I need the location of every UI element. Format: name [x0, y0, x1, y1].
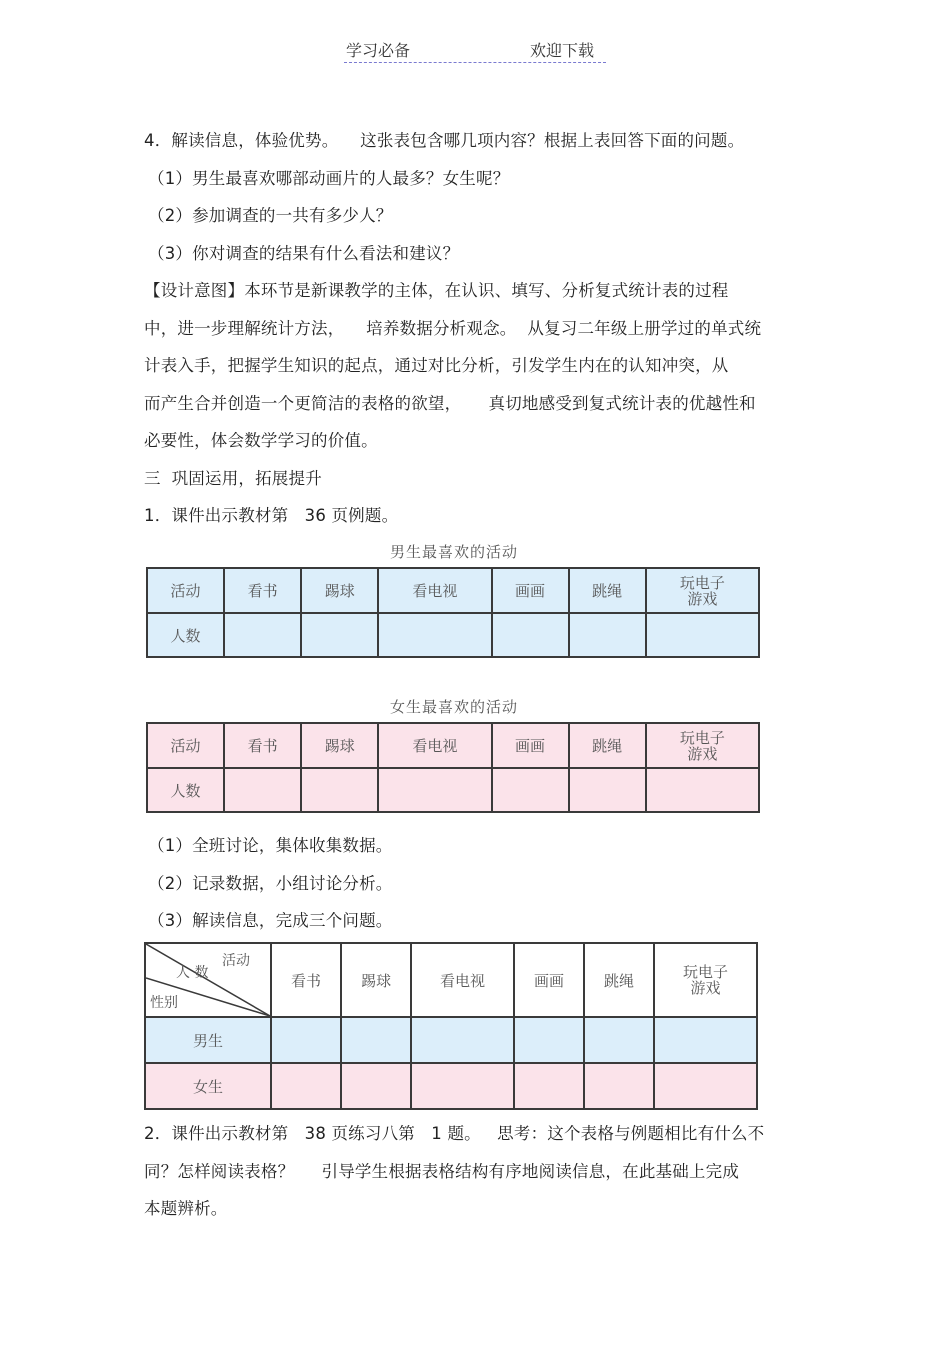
- table-header-cell: 跳绳: [569, 568, 646, 613]
- girls-activity-table: [146, 722, 760, 813]
- table-cell: [514, 1063, 584, 1109]
- table-cell: [378, 768, 491, 812]
- table-cell: [646, 613, 759, 657]
- paragraph-line: 4．解读信息，体验优势。 这张表包含哪几项内容？根据上表回答下面的问题。: [144, 131, 745, 150]
- table-cell: [584, 1017, 654, 1063]
- question-line: （3）你对调查的结果有什么看法和建议？: [148, 243, 460, 263]
- paragraph-line: 同？怎样阅读表格？ 引导学生根据表格结构有序地阅读信息，在此基础上完成: [144, 1161, 740, 1181]
- table-header-cell: 踢球: [341, 943, 411, 1017]
- table-header-cell: 看书: [224, 723, 301, 768]
- section-heading: 三 巩固运用，拓展提升: [144, 468, 322, 488]
- cell-line: 游戏: [687, 744, 718, 763]
- table-cell: [224, 768, 301, 812]
- paragraph-line: 必要性，体会数学学习的价值。: [144, 431, 378, 450]
- table-cell: [341, 1017, 411, 1063]
- table-header-cell: 活动: [147, 568, 224, 613]
- table-row-label: 人数: [147, 613, 224, 657]
- table-header-cell: 画画: [514, 943, 584, 1017]
- table-cell: [492, 768, 569, 812]
- table-cell: [341, 1063, 411, 1109]
- table-header-cell: [654, 943, 757, 1017]
- table-cell: [271, 1017, 341, 1063]
- diagonal-header-cell: [145, 943, 271, 1017]
- boys-table-title: 男生最喜欢的活动: [389, 543, 518, 561]
- table-cell: [411, 1063, 514, 1109]
- table-cell: [224, 613, 301, 657]
- table-header-cell: 画画: [492, 568, 569, 613]
- table-row: [147, 768, 759, 812]
- table-header-cell: 踢球: [301, 568, 378, 613]
- combined-statistics-table: [144, 942, 758, 1110]
- table-header-cell: 看书: [271, 943, 341, 1017]
- header-left: 学习必备: [346, 41, 411, 60]
- step-line: （3）解读信息，完成三个问题。: [148, 911, 393, 930]
- girls-table-title: 女生最喜欢的活动: [389, 698, 518, 716]
- cell-line: 玩电子: [683, 963, 729, 981]
- paragraph-line: 1．课件出示教材第 36 页例题。: [144, 506, 399, 525]
- step-line: （1）全班讨论，集体收集数据。: [148, 836, 393, 855]
- table-row: [145, 943, 757, 1017]
- table-cell: [301, 613, 378, 657]
- table-cell: [646, 768, 759, 812]
- table-row: [147, 568, 759, 613]
- table-cell: [654, 1063, 757, 1109]
- diag-activity-label: 活动: [222, 953, 250, 969]
- paragraph-line: 【设计意图】本环节是新课教学的主体，在认识、填写、分析复式统计表的过程: [144, 281, 729, 300]
- boys-activity-table: [146, 567, 760, 658]
- table-row: [147, 613, 759, 657]
- cell-line: 游戏: [687, 589, 718, 608]
- header-right: 欢迎下载: [530, 41, 595, 60]
- paragraph-line: 中，进一步理解统计方法， 培养数据分析观念。 从复习二年级上册学过的单式统: [144, 318, 762, 338]
- table-cell: [301, 768, 378, 812]
- table-header-cell: 看电视: [378, 568, 491, 613]
- table-header-cell: 画画: [492, 723, 569, 768]
- table-header-cell: 踢球: [301, 723, 378, 768]
- table-cell: [514, 1017, 584, 1063]
- diag-count-label: 人 数: [176, 965, 209, 981]
- body-text-middle: [144, 827, 804, 940]
- table-row-label: 男生: [145, 1017, 271, 1063]
- cell-line: 玩电子: [679, 573, 725, 592]
- question-line: （2）参加调查的一共有多少人？: [148, 206, 393, 225]
- table-header-cell: 活动: [147, 723, 224, 768]
- step-line: （2）记录数据，小组讨论分析。: [148, 873, 393, 893]
- table-row: [147, 723, 759, 768]
- combined-table-figure: [144, 942, 760, 1110]
- table-cell: [584, 1063, 654, 1109]
- diag-gender-label: 性别: [150, 995, 178, 1011]
- paragraph-line: 本题辨析。: [144, 1199, 228, 1218]
- paragraph-line: 而产生合并创造一个更简洁的表格的欲望， 真切地感受到复式统计表的优越性和: [144, 393, 756, 413]
- table-cell: [378, 613, 491, 657]
- table-cell: [654, 1017, 757, 1063]
- table-header-cell: 看电视: [411, 943, 514, 1017]
- question-line: （1）男生最喜欢哪部动画片的人最多？女生呢？: [148, 168, 510, 188]
- table-row: [145, 1063, 757, 1109]
- table-row-label: 人数: [147, 768, 224, 812]
- table-cell: [411, 1017, 514, 1063]
- cell-line: 游戏: [690, 979, 721, 997]
- page-header: [344, 38, 606, 63]
- table-header-cell: 看书: [224, 568, 301, 613]
- table-header-cell: 跳绳: [569, 723, 646, 768]
- table-cell: [569, 768, 646, 812]
- paragraph-line: 计表入手，把握学生知识的起点，通过对比分析，引发学生内在的认知冲突，从: [144, 356, 729, 375]
- paragraph-line: 2．课件出示教材第 38 页练习八第 1 题。 思考：这个表格与例题相比有什么不: [144, 1124, 765, 1143]
- table-header-cell: 看电视: [378, 723, 491, 768]
- table-header-cell: 跳绳: [584, 943, 654, 1017]
- cell-line: 玩电子: [679, 728, 725, 747]
- table-header-cell: [646, 568, 759, 613]
- body-text-top: [144, 122, 804, 535]
- table-header-cell: [646, 723, 759, 768]
- body-text-bottom: [144, 1115, 804, 1228]
- table-row-label: 女生: [145, 1063, 271, 1109]
- activity-tables-figure: [144, 537, 764, 813]
- table-cell: [492, 613, 569, 657]
- table-cell: [271, 1063, 341, 1109]
- table-cell: [569, 613, 646, 657]
- table-row: [145, 1017, 757, 1063]
